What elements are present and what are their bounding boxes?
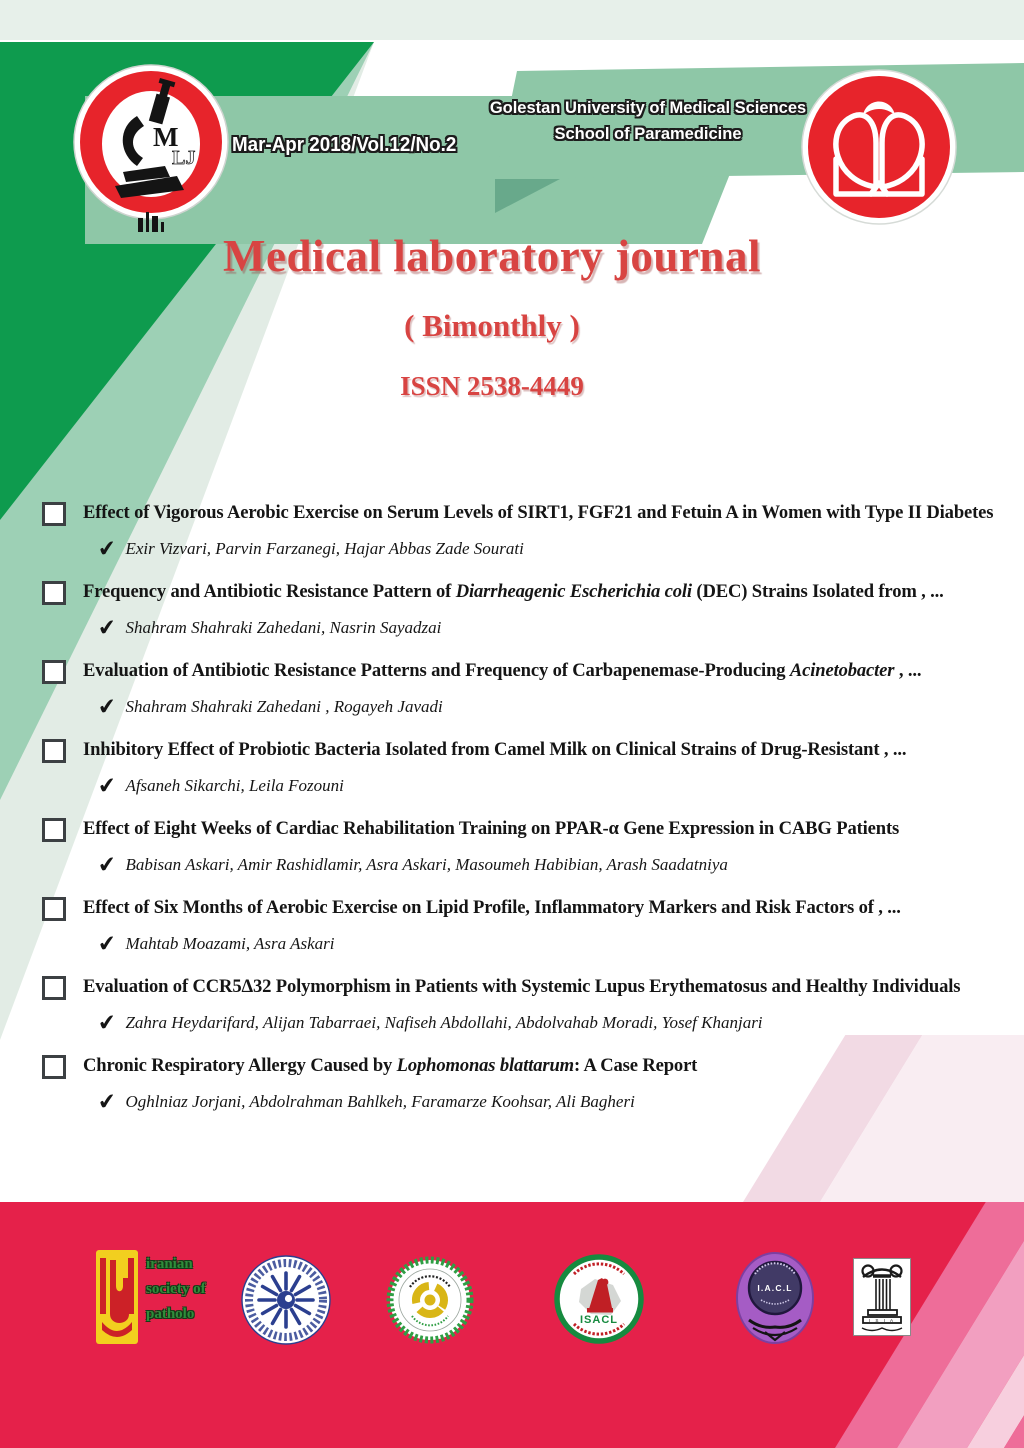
journal-frequency: ( Bimonthly ) xyxy=(404,308,580,343)
article-authors-row xyxy=(98,695,1018,720)
iranian-society-of-pathology-logo xyxy=(96,1250,206,1344)
green-society-seal-logo xyxy=(386,1256,474,1349)
university-name xyxy=(488,96,808,147)
checkmark-icon: ✔ xyxy=(96,852,118,879)
article-checkbox xyxy=(42,502,66,526)
svg-text:M: M xyxy=(153,122,179,152)
article-checkbox xyxy=(42,581,66,605)
microscope-icon xyxy=(70,64,232,242)
journal-title: Medical laboratory journal xyxy=(223,231,761,281)
checkmark-icon: ✔ xyxy=(96,536,118,563)
article-checkbox xyxy=(42,739,66,763)
pink-wedges xyxy=(0,1035,1024,1202)
article-checkbox xyxy=(42,818,66,842)
article-title-row xyxy=(38,816,1018,842)
article-authors: Afsaneh Sikarchi, Leila Fozouni xyxy=(125,776,344,795)
article-title-row xyxy=(38,658,1018,684)
iacl-logo xyxy=(733,1250,817,1351)
article-authors-row xyxy=(98,774,1018,799)
article-title: Chronic Respiratory Allergy Caused by Lophomonas blattarum: A Case Report xyxy=(83,1055,698,1076)
article-checkbox xyxy=(42,660,66,684)
svg-text:ISACL: ISACL xyxy=(580,1314,618,1326)
article-title-row xyxy=(38,579,1018,605)
checkmark-icon: ✔ xyxy=(96,1010,118,1037)
blue-seal-icon xyxy=(240,1254,332,1346)
article-authors-row xyxy=(98,537,1018,562)
article-title-row xyxy=(38,895,1018,921)
article-authors-row xyxy=(98,1011,1018,1036)
checkmark-icon: ✔ xyxy=(96,694,118,721)
journal-issn: ISSN 2538-4449 xyxy=(400,371,584,401)
article-entry xyxy=(38,895,1018,957)
pathology-emblem-icon xyxy=(96,1250,138,1344)
article-authors: Mahtab Moazami, Asra Askari xyxy=(125,934,335,953)
mlj-journal-logo xyxy=(70,64,232,242)
checkmark-icon: ✔ xyxy=(96,931,118,958)
article-title: Effect of Eight Weeks of Cardiac Rehabilitation Training on PPAR-α Gene Expression in CABG Patients xyxy=(83,818,900,839)
article-title-row xyxy=(38,974,1018,1000)
article-authors: Shahram Shahraki Zahedani, Nasrin Sayadzai xyxy=(125,618,442,637)
article-title: Effect of Six Months of Aerobic Exercise on Lipid Profile, Inflammatory Markers and Risk Factors of , ... xyxy=(83,897,901,918)
article-title: Evaluation of Antibiotic Resistance Patterns and Frequency of Carbapenemase-Producing Acinetobacter , ... xyxy=(83,660,922,681)
university-line2: School of Paramedicine xyxy=(554,124,742,143)
university-line1: Golestan University of Medical Sciences xyxy=(489,99,807,117)
isacl-logo xyxy=(554,1254,644,1349)
article-authors: Oghlniaz Jorjani, Abdolrahman Bahlkeh, Faramarze Koohsar, Ali Bagheri xyxy=(125,1092,635,1111)
masthead xyxy=(0,230,984,402)
article-title-row xyxy=(38,500,1018,526)
article-title: Effect of Vigorous Aerobic Exercise on Serum Levels of SIRT1, FGF21 and Fetuin A in Women with Type II Diabetes xyxy=(83,502,994,523)
isacl-seal-icon xyxy=(554,1254,644,1344)
footer-band xyxy=(0,1202,1024,1448)
column-society-logo xyxy=(853,1258,911,1341)
checkmark-icon: ✔ xyxy=(96,615,118,642)
article-entry xyxy=(38,974,1018,1036)
article-authors-row xyxy=(98,932,1018,957)
article-title: Inhibitory Effect of Probiotic Bacteria Isolated from Camel Milk on Clinical Strains of Drug-Resistant , ... xyxy=(83,739,907,760)
open-book-tulip-icon xyxy=(800,68,958,226)
article-title-row xyxy=(38,737,1018,763)
green-seal-icon xyxy=(386,1256,474,1344)
article-checkbox xyxy=(42,897,66,921)
article-entry xyxy=(38,500,1018,562)
article-authors: Shahram Shahraki Zahedani , Rogayeh Javadi xyxy=(125,697,443,716)
article-entry xyxy=(38,737,1018,799)
checkmark-icon: ✔ xyxy=(96,773,118,800)
issue-date: Mar-Apr 2018/Vol.12/No.2 xyxy=(232,134,457,156)
iacl-seal-icon xyxy=(733,1250,817,1346)
persian-column-icon xyxy=(853,1258,911,1336)
article-checkbox xyxy=(42,976,66,1000)
article-authors-row xyxy=(98,616,1018,641)
article-entry xyxy=(38,579,1018,641)
checkmark-icon: ✔ xyxy=(96,1089,118,1116)
svg-text:I.A.C.L: I.A.C.L xyxy=(757,1283,793,1293)
pathology-text: iranian society of patholo xyxy=(146,1256,206,1322)
article-authors: Exir Vizvari, Parvin Farzanegi, Hajar Abbas Zade Sourati xyxy=(125,539,524,558)
article-title: Frequency and Antibiotic Resistance Pattern of Diarrheagenic Escherichia coli (DEC) Strains Isolated from , ... xyxy=(83,581,944,602)
article-authors-row xyxy=(98,853,1018,878)
golestan-university-logo xyxy=(800,68,958,226)
svg-text:LJ: LJ xyxy=(172,147,196,169)
article-authors: Babisan Askari, Amir Rashidlamir, Asra Askari, Masoumeh Habibian, Arash Saadatniya xyxy=(125,855,728,874)
article-entry xyxy=(38,816,1018,878)
article-title: Evaluation of CCR5Δ32 Polymorphism in Patients with Systemic Lupus Erythematosus and Healthy Individuals xyxy=(83,976,961,997)
top-strip xyxy=(0,0,1024,40)
blue-society-seal-logo xyxy=(240,1254,332,1351)
article-entry xyxy=(38,658,1018,720)
svg-text:I S I A: I S I A xyxy=(868,1318,896,1323)
article-authors: Zahra Heydarifard, Alijan Tabarraei, Nafiseh Abdollahi, Abdolvahab Moradi, Yosef Khanjari xyxy=(125,1013,763,1032)
